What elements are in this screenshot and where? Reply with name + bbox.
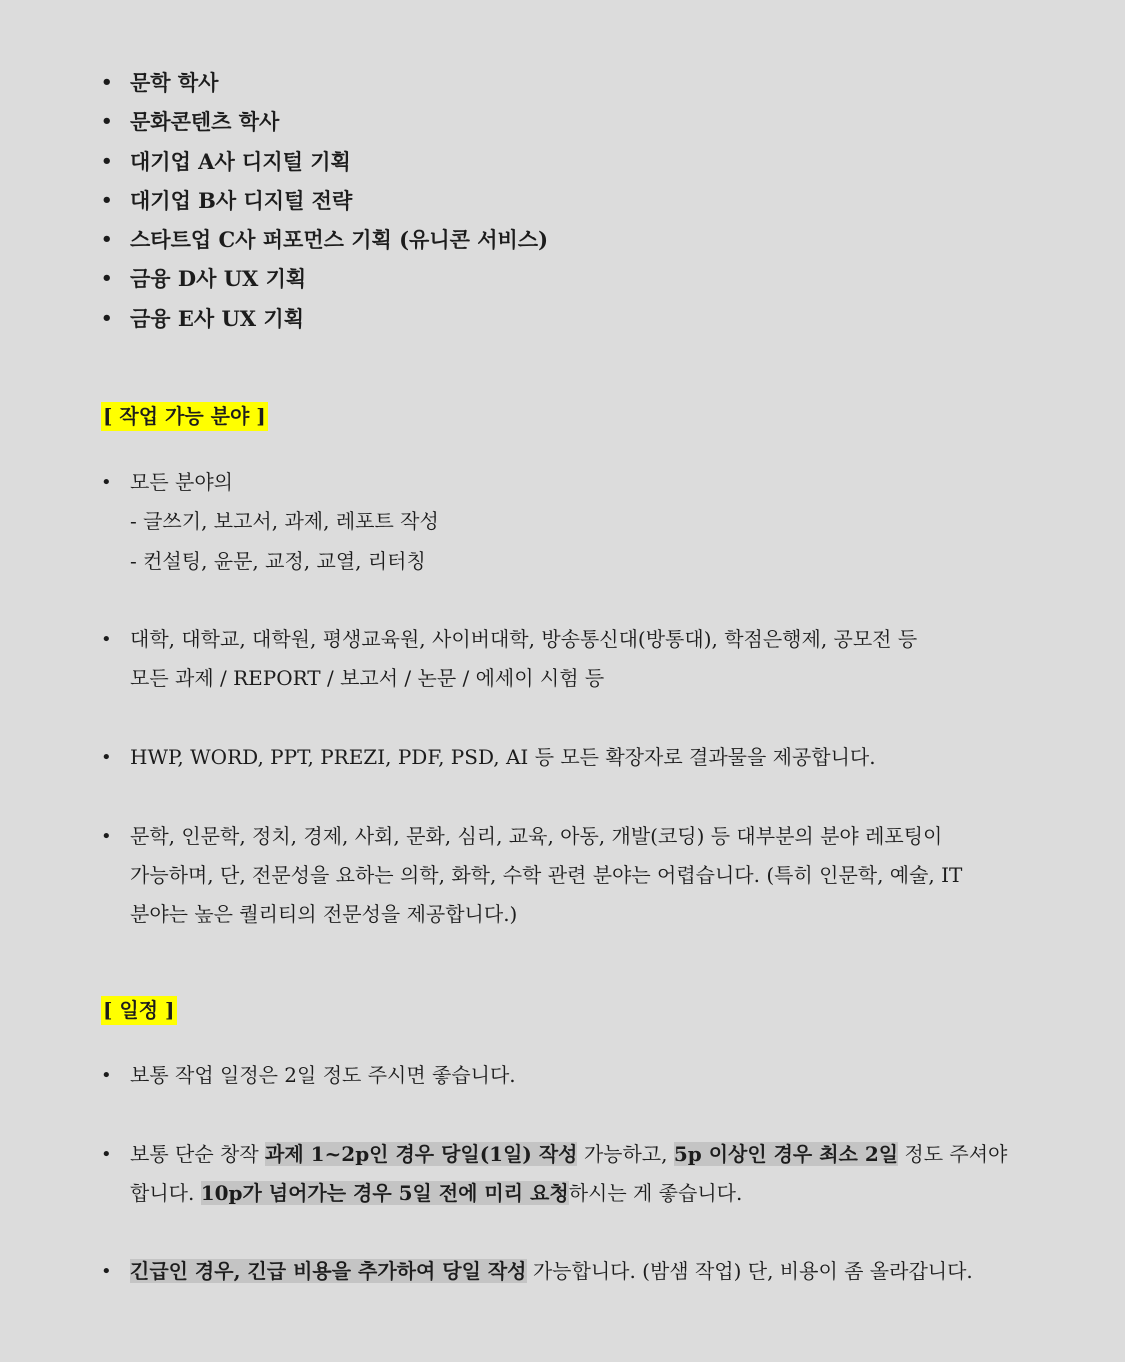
career-item-text: 대기업 A사 디지털 기획 [130, 148, 351, 174]
career-item-text: 금융 D사 UX 기획 [130, 266, 307, 292]
item-line: 분야는 높은 퀄리티의 전문성을 제공합니다.) [130, 902, 518, 927]
text-span: 정도 주셔야 [898, 1141, 1008, 1166]
item-line [130, 1135, 1065, 1174]
text-span: 가능합니다. (밤샘 작업) 단, 비용이 좀 올라갑니다. [526, 1259, 973, 1284]
item-line: HWP, WORD, PPT, PREZI, PDF, PSD, AI 등 모든 확장자로 결과물을 제공합니다. [130, 745, 876, 770]
highlighted-text: 10p가 넘어가는 경우 5일 전에 미리 요청 [200, 1180, 569, 1205]
list-item [0, 302, 1125, 341]
bullet: • [101, 1143, 112, 1165]
bullet: • [101, 472, 112, 493]
list-item [0, 1252, 1125, 1291]
list-item [0, 620, 1125, 699]
list-item [0, 184, 1125, 223]
list-item [0, 1056, 1125, 1095]
bullet: • [101, 111, 113, 133]
list-item [0, 223, 1125, 262]
career-item-text: 문학 학사 [130, 70, 219, 95]
bullet: • [101, 229, 113, 251]
list-item [0, 262, 1125, 301]
text-span: 합니다. [130, 1180, 201, 1205]
text-span: 하시는 게 좋습니다. [568, 1180, 743, 1205]
item-line: 문학, 인문학, 정치, 경제, 사회, 문화, 심리, 교육, 아동, 개발(코딩) 등 대부분의 분야 레포팅이 [130, 823, 943, 848]
list-item [0, 1135, 1125, 1214]
item-line [130, 1174, 1065, 1213]
bullet: • [101, 1065, 112, 1086]
bullet: • [101, 72, 113, 93]
item-line: 가능하며, 단, 전문성을 요하는 의학, 화학, 수학 관련 분야는 어렵습니다. (특히 인문학, 예술, IT [130, 862, 963, 887]
bullet: • [101, 1261, 112, 1283]
bullet: • [101, 189, 113, 211]
bullet: • [101, 825, 112, 847]
item-line [130, 1252, 1065, 1291]
item-line: - 컨설팅, 윤문, 교정, 교열, 리터칭 [130, 548, 426, 573]
list-item [0, 463, 1125, 581]
bullet: • [101, 629, 112, 651]
list-item [0, 105, 1125, 144]
item-line: 모든 과제 / REPORT / 보고서 / 논문 / 에세이 시험 등 [130, 666, 605, 691]
text-span: 가능하고, [577, 1141, 674, 1166]
career-item-text: 대기업 B사 디지털 전략 [130, 187, 353, 213]
fields-list [0, 463, 1125, 974]
bullet: • [101, 150, 113, 172]
schedule-list [0, 1056, 1125, 1331]
career-item-text: 스타트업 C사 퍼포먼스 기획 (유니콘 서비스) [130, 227, 549, 253]
item-line: 보통 작업 일정은 2일 정도 주시면 좋습니다. [130, 1063, 516, 1087]
section-title-schedule: [ 일정 ] [101, 996, 177, 1025]
list-item [0, 738, 1125, 777]
item-line: 대학, 대학교, 대학원, 평생교육원, 사이버대학, 방송통신대(방통대), 학점은행제, 공모전 등 [130, 627, 918, 652]
highlighted-text: 긴급인 경우, 긴급 비용을 추가하여 당일 작성 [130, 1259, 527, 1284]
career-list [0, 66, 1125, 341]
item-line: - 글쓰기, 보고서, 과제, 레포트 작성 [130, 509, 439, 534]
bullet: • [101, 747, 112, 769]
text-span: 보통 단순 창작 [130, 1141, 265, 1166]
highlighted-text: 과제 1~2p인 경우 당일(1일) 작성 [265, 1141, 578, 1166]
list-item [0, 817, 1125, 935]
highlighted-text: 5p 이상인 경우 최소 2일 [673, 1141, 899, 1166]
bullet: • [101, 268, 113, 290]
bullet: • [101, 307, 113, 329]
career-item-text: 금융 E사 UX 기획 [130, 305, 304, 331]
list-item [0, 66, 1125, 105]
career-item-text: 문화콘텐츠 학사 [130, 109, 280, 135]
item-line: 모든 분야의 [130, 470, 233, 494]
list-item [0, 145, 1125, 184]
section-title-fields: [ 작업 가능 분야 ] [101, 402, 268, 431]
